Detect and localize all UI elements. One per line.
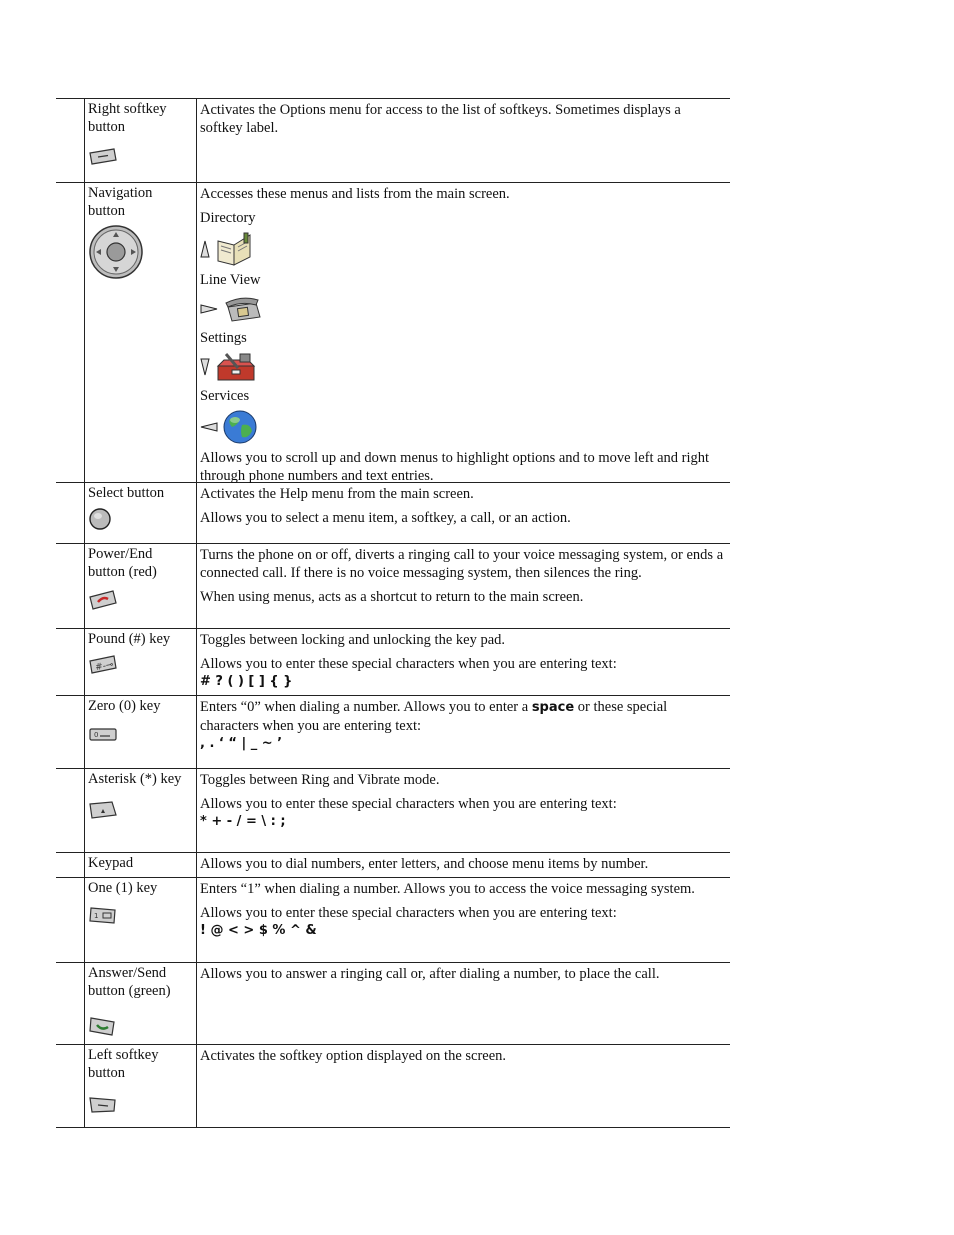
row-description: Toggles between locking and unlocking the key pad. (200, 632, 506, 648)
row-label: Right softkey button (88, 101, 167, 135)
table-row (56, 769, 730, 853)
row-description: Enters “1” when dialing a number. Allows you to access the voice messaging system. (200, 881, 695, 897)
navigation-button-icon (88, 224, 144, 280)
select-button-icon (88, 507, 112, 531)
svg-text:0: 0 (94, 730, 99, 739)
row-description: Enters “0” when dialing a number. Allows you to enter a space or these special characters when you are entering text: (200, 699, 668, 734)
up-arrow-icon (200, 240, 210, 258)
answer-send-icon (88, 1016, 118, 1038)
table-row (56, 878, 730, 963)
table-row (56, 696, 730, 769)
special-characters: # ? ( ) [ ] { } (200, 674, 293, 689)
table-row (56, 1045, 730, 1128)
table-row (56, 853, 730, 878)
row-description: Allows you to enter these special characters when you are entering text: (200, 905, 617, 921)
table-row (56, 629, 730, 696)
table-row (56, 544, 730, 629)
special-characters: ! @ < > $ % ^ & (200, 923, 317, 938)
special-characters: , . ‘ “ | _ ~ ’ (200, 736, 283, 751)
row-description: Allows you to select a menu item, a softkey, a call, or an action. (200, 510, 571, 526)
svg-text:1: 1 (94, 911, 99, 920)
power-end-icon (88, 589, 118, 611)
row-description: Toggles between Ring and Vibrate mode. (200, 772, 440, 788)
row-label: Zero (0) key (88, 698, 161, 714)
row-description: Turns the phone on or off, diverts a ringing call to your voice messaging system, or ends a connected call. If there is no voice messaging system, then silences the ring. (200, 547, 724, 581)
row-description: Allows you to dial numbers, enter letters, and choose menu items by number. (200, 856, 649, 872)
row-label: Answer/Send button (green) (88, 965, 171, 999)
one-key-icon (88, 906, 118, 926)
row-description: Allows you to answer a ringing call or, after dialing a number, to place the call. (200, 966, 660, 982)
row-label: Pound (#) key (88, 631, 171, 647)
table-row (56, 183, 730, 483)
row-description: Allows you to enter these special characters when you are entering text: (200, 656, 617, 672)
row-description: Activates the Help menu from the main screen. (200, 486, 474, 502)
menu-directory-label: Directory (200, 210, 256, 226)
row-label: Navigation button (88, 185, 153, 219)
asterisk-key-icon (88, 801, 118, 821)
services-globe-icon (222, 409, 258, 445)
right-softkey-icon (88, 148, 118, 166)
settings-toolbox-icon (214, 352, 258, 382)
menu-line-view-label: Line View (200, 272, 261, 288)
special-characters: * + - / = \ : ; (200, 814, 286, 829)
row-description: Activates the softkey option displayed on the screen. (200, 1048, 507, 1064)
pound-key-icon (88, 655, 118, 675)
right-arrow-icon (200, 304, 218, 314)
left-softkey-icon (88, 1096, 118, 1114)
table-row (56, 99, 730, 183)
row-description-outro: Allows you to scroll up and down menus to highlight options and to move left and right through phone numbers and text entries. (200, 450, 710, 484)
row-label: One (1) key (88, 880, 158, 896)
phone-buttons-table (56, 98, 730, 1128)
menu-services-label: Services (200, 388, 250, 404)
row-label: Power/End button (red) (88, 546, 157, 580)
row-description: Allows you to enter these special characters when you are entering text: (200, 796, 617, 812)
left-arrow-icon (200, 422, 218, 432)
row-label: Keypad (88, 855, 134, 871)
row-label: Asterisk (*) key (88, 771, 182, 787)
row-label: Select button (88, 485, 165, 501)
directory-book-icon (214, 231, 254, 267)
menu-settings-label: Settings (200, 330, 247, 346)
down-arrow-icon (200, 358, 210, 376)
row-description: When using menus, acts as a shortcut to return to the main screen. (200, 589, 584, 605)
space-keyword: space (531, 700, 575, 715)
row-label: Left softkey button (88, 1047, 159, 1081)
row-description: Accesses these menus and lists from the main screen. (200, 186, 510, 202)
table-row (56, 483, 730, 544)
zero-key-icon (88, 726, 118, 744)
table-row (56, 963, 730, 1045)
svg-text:#-⊸: #-⊸ (94, 659, 115, 673)
row-description: Activates the Options menu for access to the list of softkeys. Sometimes displays a softkey label. (200, 102, 681, 136)
line-view-phone-icon (222, 295, 262, 323)
